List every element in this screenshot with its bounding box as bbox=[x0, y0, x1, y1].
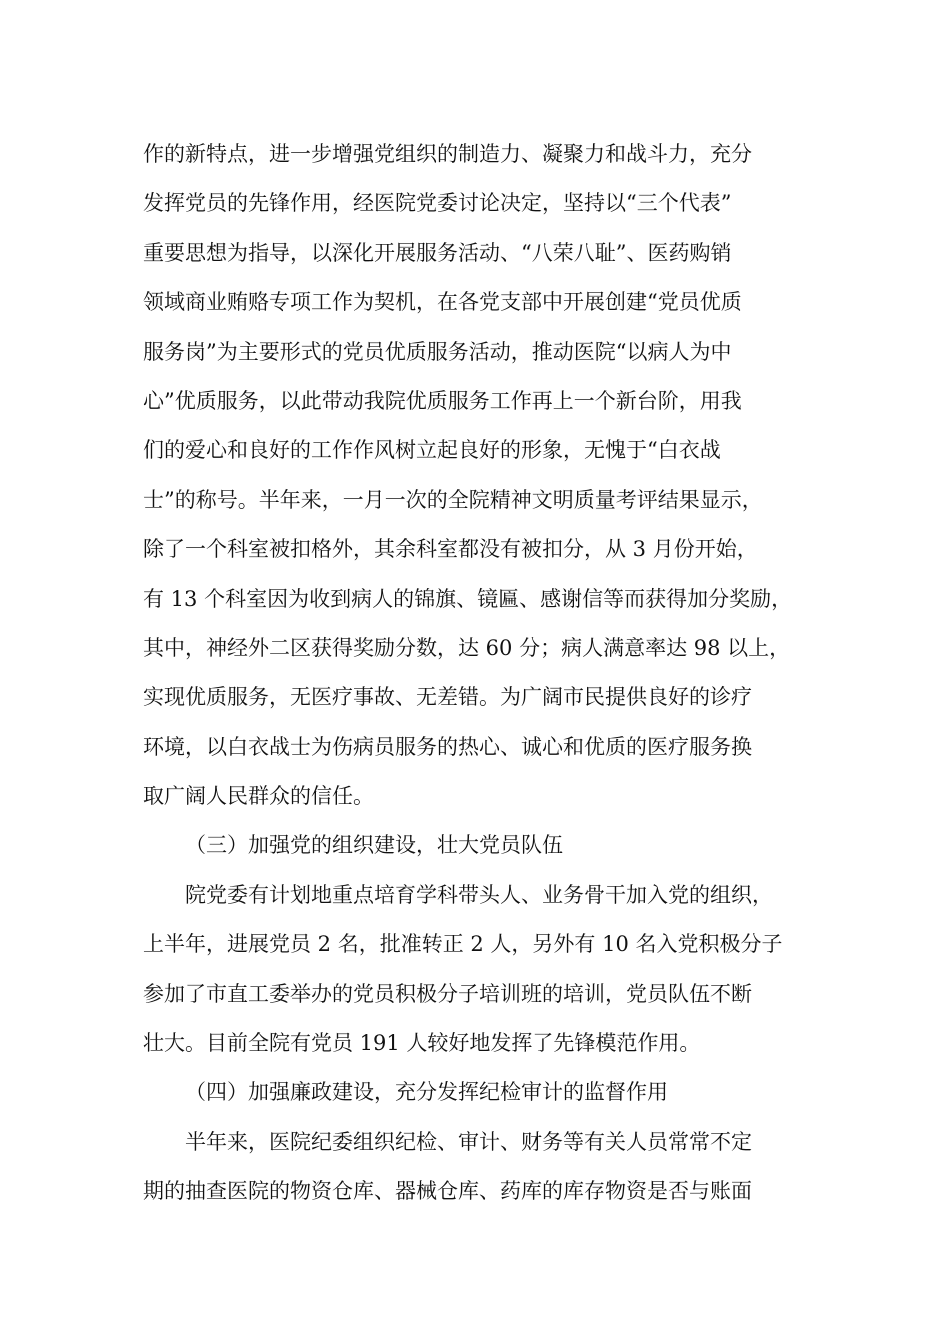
paragraph-3 bbox=[143, 1118, 833, 1217]
text-line: 服务岗”为主要形式的党员优质服务活动，推动医院“以病人为中 bbox=[143, 339, 732, 364]
section-heading-4: （四）加强廉政建设，充分发挥纪检审计的监督作用 bbox=[185, 1080, 668, 1105]
text-line: 心”优质服务，以此带动我院优质服务工作再上一个新台阶，用我 bbox=[143, 388, 742, 413]
text-line: 有 13 个科室因为收到病人的锦旗、镜匾、感谢信等而获得加分奖励， bbox=[143, 586, 793, 611]
text-line: 实现优质服务，无医疗事故、无差错。为广阔市民提供良好的诊疗 bbox=[143, 685, 752, 710]
document-body bbox=[143, 130, 833, 1217]
text-line: 重要思想为指导，以深化开展服务活动、“八荣八耻”、医药购销 bbox=[143, 240, 732, 265]
text-line: 参加了市直工委举办的党员积极分子培训班的培训，党员队伍不断 bbox=[143, 981, 752, 1006]
section-heading-3: （三）加强党的组织建设，壮大党员队伍 bbox=[185, 833, 563, 858]
text-line: 除了一个科室被扣格外，其余科室都没有被扣分，从 3 月份开始， bbox=[143, 537, 758, 562]
text-line: 们的爱心和良好的工作作风树立起良好的形象，无愧于“白衣战 bbox=[143, 438, 721, 463]
paragraph-2 bbox=[143, 871, 833, 1069]
text-line: 壮大。目前全院有党员 191 人较好地发挥了先锋模范作用。 bbox=[143, 1031, 701, 1056]
text-line: 领域商业贿赂专项工作为契机，在各党支部中开展创建“党员优质 bbox=[143, 290, 742, 315]
text-line: 作的新特点，进一步增强党组织的制造力、凝聚力和战斗力，充分 bbox=[143, 142, 752, 166]
text-line: 士”的称号。半年来，一月一次的全院精神文明质量考评结果显示， bbox=[143, 487, 763, 512]
text-line: 期的抽查医院的物资仓库、器械仓库、药库的库存物资是否与账面 bbox=[143, 1179, 752, 1204]
paragraph-1 bbox=[143, 130, 833, 821]
text-line: 半年来，医院纪委组织纪检、审计、财务等有关人员常常不定 bbox=[185, 1129, 752, 1154]
text-line: 其中，神经外二区获得奖励分数，达 60 分；病人满意率达 98 以上， bbox=[143, 635, 791, 660]
text-line: 发挥党员的先锋作用，经医院党委讨论决定，坚持以“三个代表” bbox=[143, 191, 732, 216]
text-line: 环境，以白衣战士为伤病员服务的热心、诚心和优质的医疗服务换 bbox=[143, 734, 752, 759]
text-line: 取广阔人民群众的信任。 bbox=[143, 784, 374, 809]
text-line: 院党委有计划地重点培育学科带头人、业务骨干加入党的组织， bbox=[185, 882, 773, 907]
text-line: 上半年，进展党员 2 名，批准转正 2 人，另外有 10 名入党积极分子 bbox=[143, 932, 783, 957]
